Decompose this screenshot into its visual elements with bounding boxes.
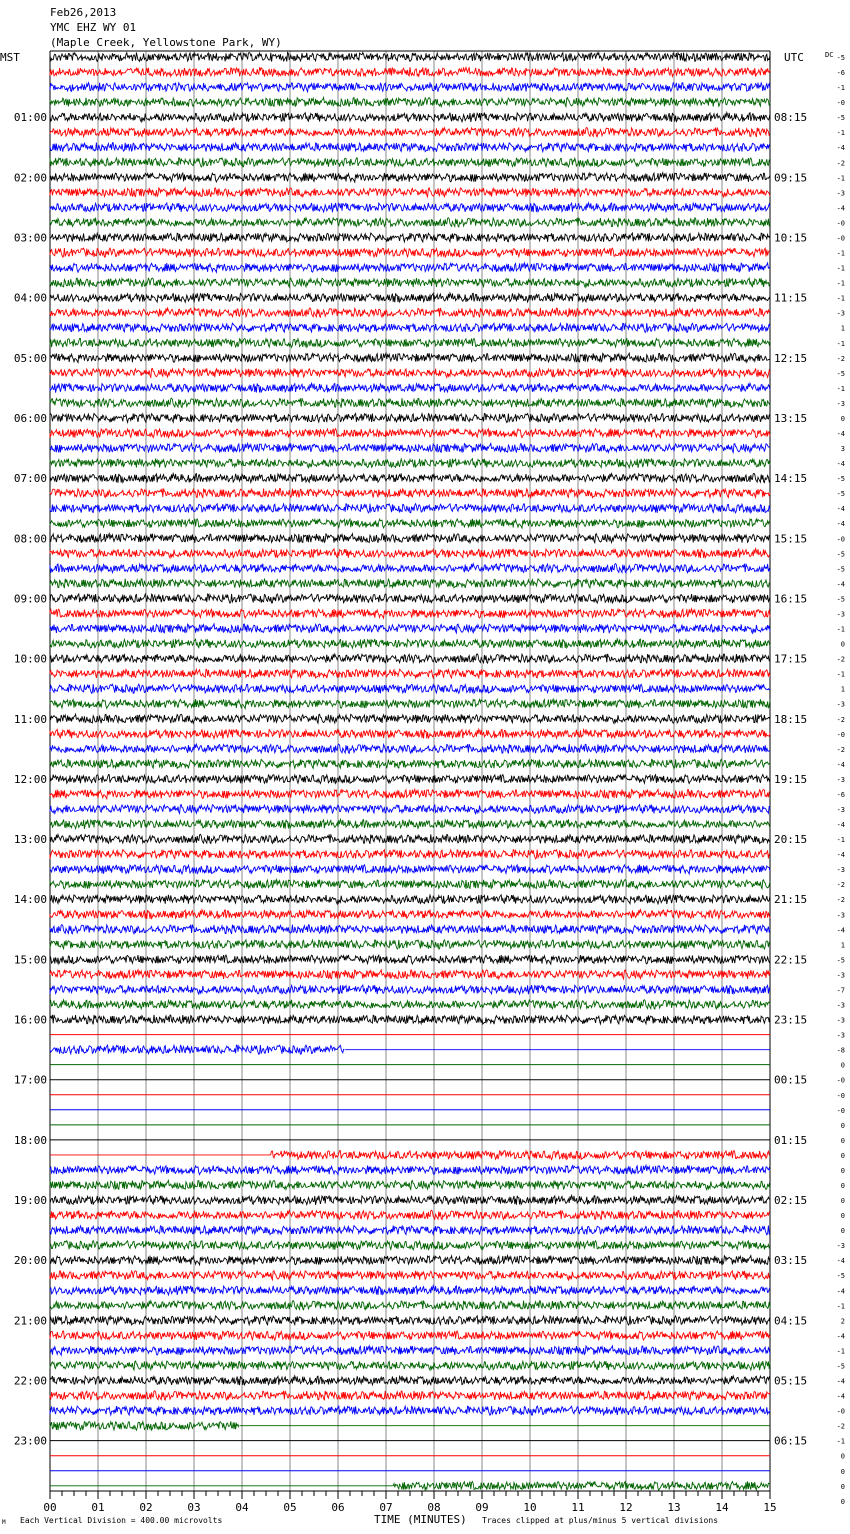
dc-offset-53: -4	[836, 851, 845, 860]
mst-label-05:00: 05:00	[13, 351, 47, 365]
dc-offset-37: -3	[836, 610, 845, 619]
time-tick-label-15: 15	[763, 1501, 777, 1514]
dc-offset-23: -3	[836, 399, 845, 408]
trace-37	[50, 609, 770, 618]
mst-label-22:00: 22:00	[13, 1374, 47, 1388]
utc-label-11:15: 11:15	[774, 291, 808, 305]
trace-9	[50, 188, 770, 197]
dc-offset-95: 0	[840, 1482, 845, 1491]
time-tick-label-03: 03	[187, 1501, 201, 1514]
dc-offset-39: 0	[840, 640, 845, 649]
trace-36	[50, 594, 770, 603]
mst-label-10:00: 10:00	[13, 652, 47, 666]
trace-59	[50, 940, 770, 949]
dc-offset-43: -3	[836, 700, 845, 709]
trace-26	[50, 443, 770, 452]
trace-87	[50, 1361, 770, 1370]
utc-label-06:15: 06:15	[774, 1434, 808, 1448]
dc-offset-labels	[837, 54, 845, 1506]
mst-label-18:00: 18:00	[13, 1133, 47, 1147]
time-tick-label-02: 02	[139, 1501, 153, 1514]
dc-offset-91: -2	[836, 1422, 845, 1431]
dc-offset-20: -2	[836, 354, 845, 363]
mst-label-11:00: 11:00	[13, 712, 47, 726]
trace-61	[50, 970, 770, 979]
dc-offset-60: -5	[836, 956, 845, 965]
dc-offset-34: -5	[836, 565, 845, 574]
trace-62	[50, 985, 770, 994]
dc-offset-79: -3	[836, 1242, 845, 1251]
left-axis-title: MST	[0, 51, 20, 64]
trace-23	[50, 398, 770, 407]
mst-label-14:00: 14:00	[13, 893, 47, 907]
dc-offset-94: 0	[840, 1467, 845, 1476]
dc-offset-22: -1	[836, 384, 845, 393]
time-tick-label-08: 08	[427, 1501, 441, 1514]
trace-20	[50, 353, 770, 362]
trace-2	[50, 82, 770, 91]
utc-label-08:15: 08:15	[774, 111, 808, 125]
trace-40	[50, 654, 770, 663]
trace-78	[50, 1226, 770, 1235]
utc-label-05:15: 05:15	[774, 1374, 808, 1388]
trace-4	[50, 113, 770, 122]
trace-45	[50, 729, 770, 739]
trace-31	[50, 519, 770, 528]
trace-34	[50, 564, 770, 573]
trace-64	[50, 1015, 770, 1024]
utc-label-13:15: 13:15	[774, 411, 808, 425]
trace-35	[50, 579, 770, 588]
trace-41	[50, 669, 770, 678]
dc-offset-36: -5	[836, 595, 845, 604]
dc-offset-30: -4	[836, 505, 845, 514]
dc-offset-5: -1	[836, 129, 845, 138]
dc-offset-1: -6	[836, 69, 845, 78]
dc-offset-41: -1	[836, 670, 845, 679]
mst-hour-labels	[14, 111, 47, 1448]
dc-offset-80: -4	[836, 1257, 845, 1266]
header-date: Feb26,2013	[50, 6, 117, 19]
trace-32	[50, 534, 770, 543]
dc-offset-83: -1	[836, 1302, 845, 1311]
dc-offset-46: -2	[836, 745, 845, 754]
utc-label-03:15: 03:15	[774, 1254, 808, 1268]
utc-label-19:15: 19:15	[774, 772, 808, 786]
dc-offset-86: -1	[836, 1347, 845, 1356]
trace-7	[50, 158, 770, 167]
dc-offset-57: -3	[836, 911, 845, 920]
dc-offset-44: -2	[836, 715, 845, 724]
trace-47	[50, 759, 770, 768]
trace-51	[50, 819, 770, 829]
dc-offset-88: -4	[836, 1377, 845, 1386]
trace-74	[50, 1165, 770, 1174]
mst-label-02:00: 02:00	[13, 171, 47, 185]
trace-46	[50, 744, 770, 753]
trace-88	[50, 1376, 770, 1385]
scale-footnote: Each Vertical Division = 400.00 microvolts	[20, 1516, 223, 1525]
mst-label-23:00: 23:00	[13, 1434, 47, 1448]
trace-53	[50, 850, 770, 859]
dc-offset-71: 0	[840, 1121, 845, 1130]
dc-offset-54: -3	[836, 866, 845, 875]
trace-17	[50, 308, 770, 318]
dc-column-title: DC	[825, 51, 834, 59]
time-tick-label-06: 06	[331, 1501, 345, 1514]
trace-63	[50, 1000, 770, 1009]
dc-offset-58: -4	[836, 926, 845, 935]
trace-12	[50, 233, 770, 242]
time-tick-label-14: 14	[715, 1501, 729, 1514]
xaxis-label: TIME (MINUTES)	[374, 1513, 467, 1526]
trace-18	[50, 323, 770, 332]
utc-label-14:15: 14:15	[774, 472, 808, 486]
trace-50	[50, 805, 770, 814]
dc-offset-49: -6	[836, 790, 845, 799]
dc-offset-18: 1	[840, 324, 845, 333]
trace-49	[50, 789, 770, 798]
dc-offset-25: -4	[836, 430, 845, 438]
dc-offset-77: 0	[840, 1212, 845, 1221]
trace-13	[50, 248, 770, 257]
dc-offset-89: -4	[836, 1392, 845, 1401]
dc-offset-8: -1	[836, 174, 845, 183]
dc-offset-82: -4	[836, 1287, 845, 1296]
dc-offset-81: -5	[836, 1272, 845, 1281]
utc-label-17:15: 17:15	[774, 652, 808, 666]
dc-offset-6: -4	[836, 144, 845, 153]
utc-label-09:15: 09:15	[774, 171, 808, 185]
dc-offset-59: 1	[840, 941, 845, 950]
dc-offset-92: -1	[836, 1437, 845, 1446]
dc-offset-66: -8	[836, 1046, 845, 1055]
mst-label-17:00: 17:00	[13, 1073, 47, 1087]
dc-offset-29: -5	[836, 490, 845, 499]
trace-56	[50, 895, 770, 904]
trace-82	[50, 1286, 770, 1295]
dc-offset-14: -1	[836, 264, 845, 273]
mst-label-01:00: 01:00	[13, 111, 47, 125]
dc-offset-55: -2	[836, 881, 845, 890]
mst-label-12:00: 12:00	[13, 772, 47, 786]
trace-14	[50, 263, 770, 272]
dc-offset-9: -3	[836, 189, 845, 198]
dc-offset-65: -3	[836, 1031, 845, 1040]
mst-label-15:00: 15:00	[13, 953, 47, 967]
dc-offset-2: -1	[836, 84, 845, 93]
trace-28	[50, 473, 770, 482]
trace-39	[50, 639, 770, 648]
trace-8	[50, 173, 770, 182]
dc-offset-96: 0	[840, 1497, 845, 1506]
utc-label-10:15: 10:15	[774, 231, 808, 245]
utc-label-23:15: 23:15	[774, 1013, 808, 1027]
utc-label-12:15: 12:15	[774, 351, 808, 365]
dc-offset-45: -0	[836, 730, 845, 739]
utc-label-04:15: 04:15	[774, 1314, 808, 1328]
dc-offset-70: -0	[836, 1106, 845, 1115]
trace-60	[50, 955, 770, 964]
dc-offset-47: -4	[836, 760, 845, 769]
mst-label-16:00: 16:00	[13, 1013, 47, 1027]
mst-label-06:00: 06:00	[13, 411, 47, 425]
dc-offset-38: -1	[836, 625, 845, 634]
dc-offset-64: -3	[836, 1016, 845, 1025]
trace-85	[50, 1331, 770, 1340]
dc-offset-69: -0	[836, 1091, 845, 1100]
dc-offset-61: -3	[836, 971, 845, 980]
dc-offset-35: -4	[836, 580, 845, 589]
trace-11	[50, 218, 770, 227]
trace-54	[50, 865, 770, 874]
trace-95	[50, 1481, 770, 1490]
dc-offset-42: 1	[840, 685, 845, 694]
utc-label-20:15: 20:15	[774, 833, 808, 847]
trace-90	[50, 1406, 770, 1415]
time-axis	[43, 1491, 776, 1514]
trace-77	[50, 1210, 770, 1220]
dc-offset-4: -5	[836, 114, 845, 123]
dc-offset-11: -0	[836, 219, 845, 228]
dc-offset-12: -0	[836, 234, 845, 243]
trace-84	[50, 1316, 770, 1325]
clip-footnote: Traces clipped at plus/minus 5 vertical divisions	[482, 1516, 719, 1525]
mst-label-19:00: 19:00	[13, 1194, 47, 1208]
utc-label-16:15: 16:15	[774, 592, 808, 606]
trace-80	[50, 1256, 770, 1265]
dc-offset-73: 0	[840, 1151, 845, 1160]
trace-3	[50, 98, 770, 107]
dc-offset-26: 3	[840, 445, 845, 454]
dc-offset-52: -1	[836, 836, 845, 845]
time-tick-label-05: 05	[283, 1501, 297, 1514]
utc-label-00:15: 00:15	[774, 1073, 808, 1087]
trace-89	[50, 1391, 770, 1401]
trace-29	[50, 489, 770, 498]
trace-55	[50, 880, 770, 889]
dc-offset-3: -0	[836, 99, 845, 108]
dc-offset-15: -1	[836, 279, 845, 288]
time-tick-label-01: 01	[91, 1501, 105, 1514]
dc-offset-63: -3	[836, 1001, 845, 1010]
time-tick-label-09: 09	[475, 1501, 489, 1514]
time-tick-label-12: 12	[619, 1501, 633, 1514]
dc-offset-76: 0	[840, 1197, 845, 1206]
dc-offset-27: -4	[836, 460, 845, 469]
trace-43	[50, 699, 770, 708]
trace-30	[50, 504, 770, 513]
mst-label-04:00: 04:00	[13, 291, 47, 305]
dc-offset-51: -4	[836, 821, 845, 830]
dc-offset-62: -7	[836, 986, 845, 995]
utc-label-02:15: 02:15	[774, 1194, 808, 1208]
trace-42	[50, 684, 770, 693]
trace-24	[50, 414, 770, 423]
dc-offset-13: -1	[836, 249, 845, 258]
utc-hour-labels	[774, 111, 807, 1448]
dc-offset-78: 0	[840, 1227, 845, 1236]
trace-44	[50, 714, 770, 723]
trace-27	[50, 459, 770, 468]
time-tick-label-13: 13	[667, 1501, 681, 1514]
trace-58	[50, 925, 770, 934]
dc-offset-10: -4	[836, 204, 845, 213]
trace-25	[50, 429, 770, 438]
utc-label-18:15: 18:15	[774, 712, 808, 726]
utc-label-01:15: 01:15	[774, 1133, 808, 1147]
mst-label-09:00: 09:00	[13, 592, 47, 606]
trace-73	[50, 1151, 770, 1160]
trace-6	[50, 143, 770, 152]
trace-21	[50, 368, 770, 377]
trace-22	[50, 383, 770, 392]
dc-offset-19: -1	[836, 339, 845, 348]
trace-75	[50, 1180, 770, 1189]
time-tick-label-10: 10	[523, 1501, 537, 1514]
dc-offset-28: -5	[836, 475, 845, 484]
time-tick-label-07: 07	[379, 1501, 393, 1514]
trace-16	[50, 293, 770, 303]
dc-offset-0: -5	[836, 54, 845, 62]
mst-label-20:00: 20:00	[13, 1254, 47, 1268]
right-axis-title: UTC	[784, 51, 804, 64]
trace-91	[50, 1421, 770, 1430]
trace-33	[50, 549, 770, 558]
dc-offset-85: -4	[836, 1332, 845, 1341]
time-tick-label-11: 11	[571, 1501, 585, 1514]
trace-0	[50, 52, 770, 61]
dc-offset-67: 0	[840, 1061, 845, 1070]
dc-offset-17: -3	[836, 309, 845, 318]
trace-15	[50, 278, 770, 287]
trace-10	[50, 203, 770, 212]
utc-label-15:15: 15:15	[774, 532, 808, 546]
trace-38	[50, 624, 770, 633]
dc-offset-90: -0	[836, 1407, 845, 1416]
trace-19	[50, 338, 770, 347]
dc-offset-87: -5	[836, 1362, 845, 1371]
dc-offset-7: -2	[836, 159, 845, 168]
dc-offset-32: -0	[836, 535, 845, 544]
trace-57	[50, 910, 770, 919]
dc-offset-40: -2	[836, 655, 845, 664]
corner-mark: M	[2, 1519, 6, 1526]
utc-label-22:15: 22:15	[774, 953, 808, 967]
dc-offset-84: 2	[840, 1317, 845, 1326]
trace-86	[50, 1346, 770, 1355]
trace-79	[50, 1241, 770, 1250]
utc-label-21:15: 21:15	[774, 893, 808, 907]
mst-label-07:00: 07:00	[13, 472, 47, 486]
minute-gridlines	[50, 51, 770, 1494]
dc-offset-56: -2	[836, 896, 845, 905]
dc-offset-16: -1	[836, 294, 845, 303]
dc-offset-21: -5	[836, 369, 845, 378]
dc-offset-31: -4	[836, 520, 845, 529]
trace-66	[50, 1045, 770, 1054]
mst-label-13:00: 13:00	[13, 833, 47, 847]
trace-81	[50, 1271, 770, 1280]
trace-52	[50, 834, 770, 844]
seismic-traces	[50, 52, 770, 1490]
mst-label-03:00: 03:00	[13, 231, 47, 245]
time-tick-label-00: 00	[43, 1501, 57, 1514]
time-tick-label-04: 04	[235, 1501, 249, 1514]
dc-offset-75: 0	[840, 1182, 845, 1190]
dc-offset-72: 0	[840, 1136, 845, 1145]
mst-label-21:00: 21:00	[13, 1314, 47, 1328]
trace-83	[50, 1301, 770, 1310]
dc-offset-48: -3	[836, 775, 845, 784]
dc-offset-33: -5	[836, 550, 845, 559]
trace-48	[50, 775, 770, 784]
dc-offset-50: -3	[836, 806, 845, 814]
trace-76	[50, 1195, 770, 1204]
header-location: (Maple Creek, Yellowstone Park, WY)	[50, 36, 282, 49]
dc-offset-93: 0	[840, 1452, 845, 1461]
header-station: YMC EHZ WY 01	[50, 21, 137, 34]
dc-offset-74: 0	[840, 1166, 845, 1175]
mst-label-08:00: 08:00	[13, 532, 47, 546]
dc-offset-68: -0	[836, 1076, 845, 1085]
trace-1	[50, 67, 770, 76]
trace-5	[50, 128, 770, 137]
dc-offset-24: 0	[840, 414, 845, 423]
